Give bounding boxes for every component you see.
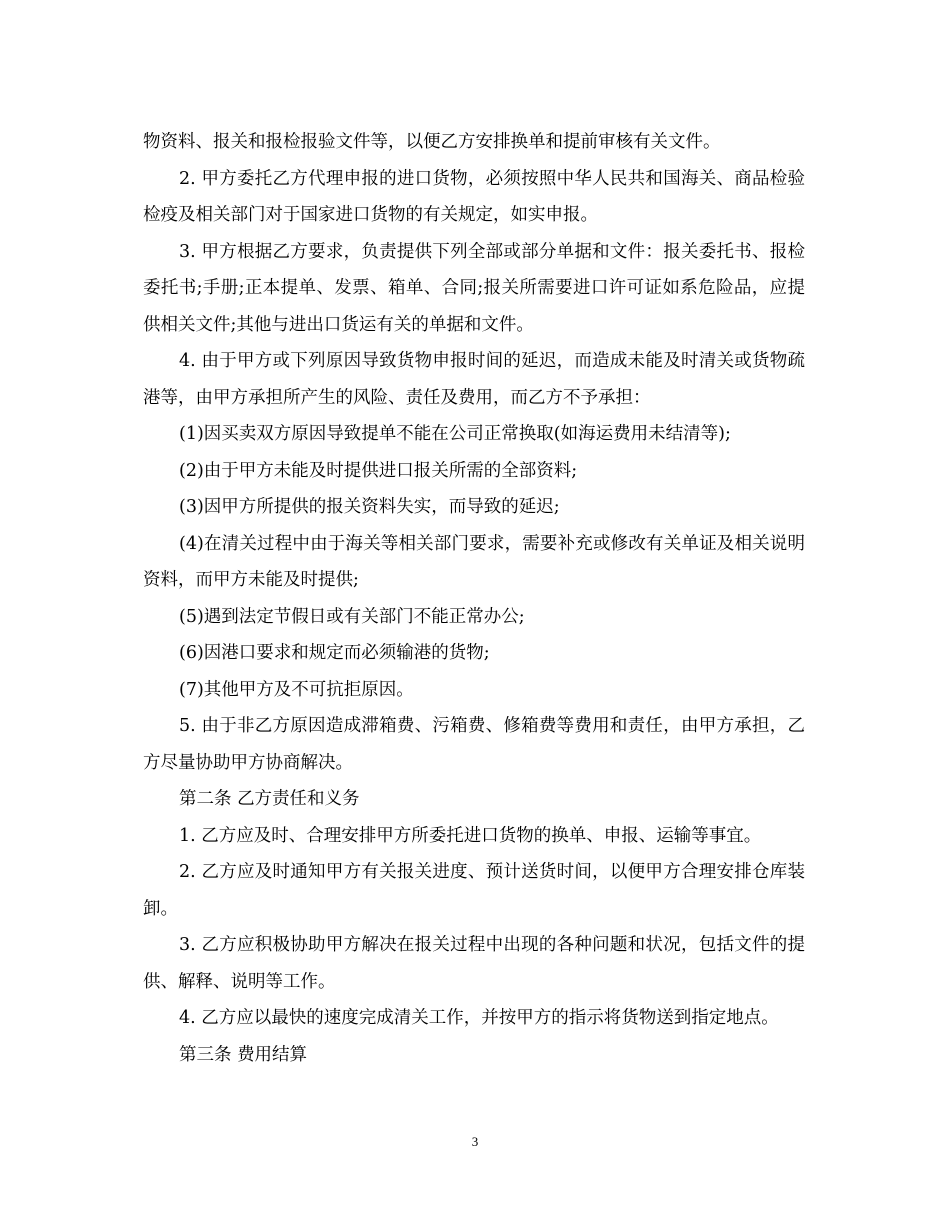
document-body: [143, 124, 805, 1073]
clause-1-4-item-3: (3)因甲方所提供的报关资料失实，而导致的延迟;: [179, 497, 560, 517]
clause-2-4: 4. 乙方应以最快的速度完成清关工作，并按甲方的指示将货物送到指定地点。: [179, 1008, 779, 1028]
clause-2-1: 1. 乙方应及时、合理安排甲方所委托进口货物的换单、申报、运输等事宜。: [179, 825, 762, 846]
clause-1-4-item-7: (7)其他甲方及不可抗拒原因。: [179, 679, 414, 700]
clause-1-4-item-4: (4)在清关过程中由于海关等相关部门要求，需要补充或修改有关单证及相关说明资料，而甲方未能及时提供;: [143, 533, 805, 590]
section-heading-article-3: 第三条 费用结算: [179, 1044, 308, 1065]
clause-1-2: 2. 甲方委托乙方代理申报的进口货物，必须按照中华人民共和国海关、商品检验检疫及相关部门对于国家进口货物的有关规定，如实申报。: [143, 168, 805, 225]
clause-2-2: 2. 乙方应及时通知甲方有关报关进度、预计送货时间，以便甲方合理安排仓库装卸。: [143, 862, 805, 919]
section-heading-article-2: 第二条 乙方责任和义务: [179, 789, 360, 809]
clause-1-3: 3. 甲方根据乙方要求，负责提供下列全部或部分单据和文件：报关委托书、报检委托书;手册;正本提单、发票、箱单、合同;报关所需要进口许可证如系危险品，应提供相关文件;其他与进出口货运有关的单据和文件。: [143, 241, 805, 335]
clause-1-5: 5. 由于非乙方原因造成滞箱费、污箱费、修箱费等费用和责任，由甲方承担，乙方尽量协助甲方协商解决。: [143, 716, 805, 773]
clause-2-3: 3. 乙方应积极协助甲方解决在报关过程中出现的各种问题和状况，包括文件的提供、解释、说明等工作。: [143, 935, 805, 992]
paragraph-continuation: 物资料、报关和报检报验文件等，以便乙方安排换单和提前审核有关文件。: [143, 132, 721, 152]
clause-1-4-item-5: (5)遇到法定节假日或有关部门不能正常办公;: [179, 606, 525, 627]
clause-1-4: 4. 由于甲方或下列原因导致货物申报时间的延迟，而造成未能及时清关或货物疏港等，由甲方承担所产生的风险、责任及费用，而乙方不予承担：: [143, 351, 805, 408]
page-number: 3: [471, 1134, 479, 1149]
clause-1-4-item-2: (2)由于甲方未能及时提供进口报关所需的全部资料;: [179, 460, 578, 481]
clause-1-4-item-6: (6)因港口要求和规定而必须输港的货物;: [179, 643, 490, 663]
clause-1-4-item-1: (1)因买卖双方原因导致提单不能在公司正常换取(如海运费用未结清等);: [179, 424, 731, 444]
